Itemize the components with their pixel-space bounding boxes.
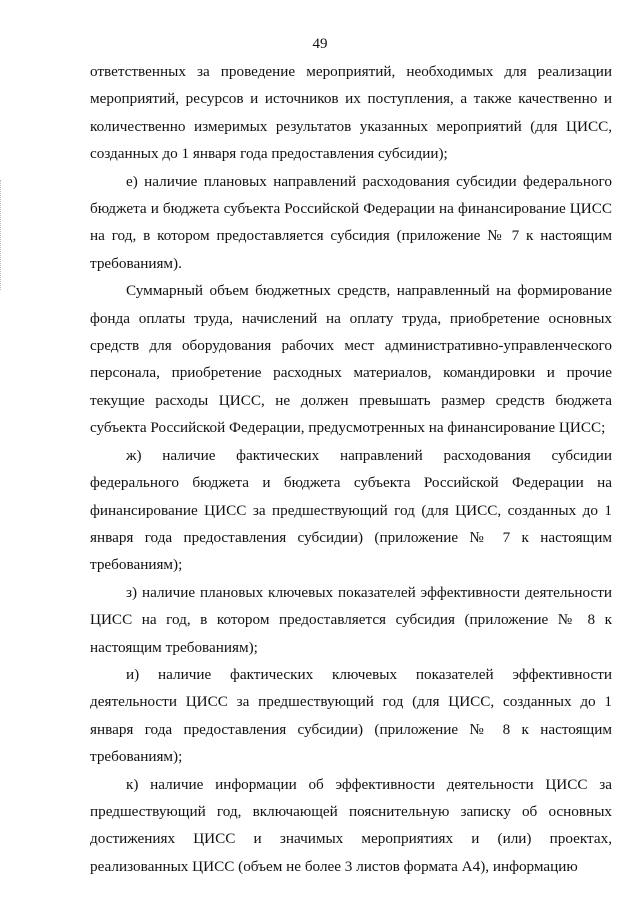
paragraph-item-k: к) наличие информации об эффективности деятельности ЦИСС за предшествующий год, включающей пояснительную записку об основных достижениях ЦИСС и значимых мероприятиях и (или) проектах, реализованных ЦИСС (объем не более 3 листов формата А4), информацию <box>90 775 612 875</box>
page-number: 49 <box>312 36 328 52</box>
margin-scan-mark <box>0 180 4 290</box>
paragraph-item-e: е) наличие плановых направлений расходования субсидии федерального бюджета и бюджета субъекта Российской Федерации на финансирование ЦИСС на год, в котором предоставляется субсидия (приложение № 7 к настоящим требованиям). <box>90 172 612 272</box>
paragraph-item-z: з) наличие плановых ключевых показателей эффективности деятельности ЦИСС на год, в котором предоставляется субсидия (приложение № 8 к настоящим требованиям); <box>90 583 612 656</box>
document-body <box>90 58 612 880</box>
paragraph-item-i: и) наличие фактических ключевых показателей эффективности деятельности ЦИСС за предшествующий год (для ЦИСС, созданных до 1 января года предоставления субсидии) (приложение № 8 к настоящим требованиям); <box>90 665 612 766</box>
paragraph-summary: Суммарный объем бюджетных средств, направленный на формирование фонда оплаты труда, начислений на оплату труда, приобретение основных средств для оборудования рабочих мест административно-управленческого персонала, приобретение расходных материалов, командировки и прочие текущие расходы ЦИСС, не должен превышать размер средств бюджета субъекта Российской Федерации, предусмотренных на финансирование ЦИСС; <box>90 282 612 437</box>
paragraph-continuation: ответственных за проведение мероприятий, необходимых для реализации мероприятий, ресурсов и источников их поступления, а также качественно и количественно измеримых результатов указанных мероприятий (для ЦИСС, созданных до 1 января года предоставления субсидии); <box>90 63 612 163</box>
paragraph-item-zh: ж) наличие фактических направлений расходования субсидии федерального бюджета и бюджета субъекта Российской Федерации на финансирование ЦИСС за предшествующий год (для ЦИСС, созданных до 1 января года предоставления субсидии) (приложение № 7 к настоящим требованиям); <box>90 446 612 574</box>
